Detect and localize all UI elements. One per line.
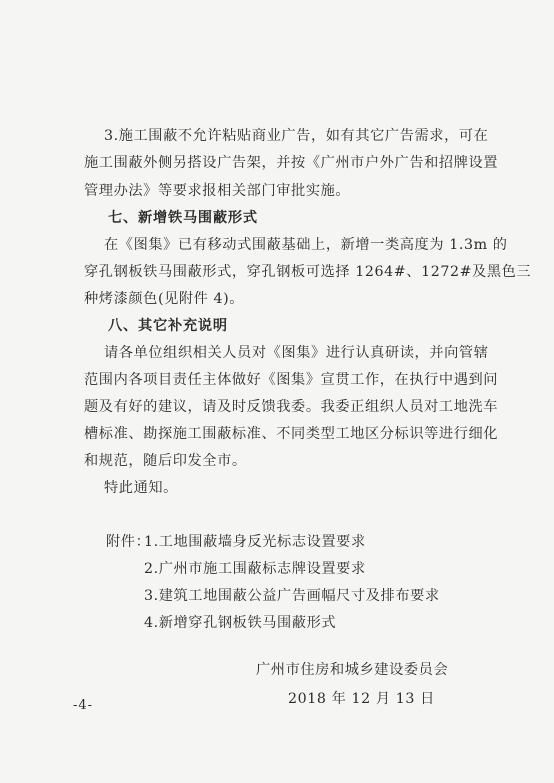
paragraph-line: 请各单位组织相关人员对《图集》进行认真研读，并向管辖 (104, 345, 489, 361)
paragraph-line: 槽标准、勘探施工围蔽标准、不同类型工地区分标识等进行细化 (84, 426, 499, 442)
section-heading: 七、新增铁马围蔽形式 (108, 210, 258, 226)
attachment-item: 3.建筑工地围蔽公益广告画幅尺寸及排布要求 (144, 588, 440, 604)
attachment-item: 2.广州市施工围蔽标志牌设置要求 (144, 561, 366, 577)
paragraph-line: 题及有好的建议，请及时反馈我委。我委正组织人员对工地洗车 (84, 399, 499, 415)
attachment-item: 1.工地围蔽墙身反光标志设置要求 (144, 534, 366, 550)
paragraph-line: 在《图集》已有移动式围蔽基础上，新增一类高度为 1.3m 的 (104, 237, 508, 253)
paragraph-line: 范围内各项目责任主体做好《图集》宣贯工作，在执行中遇到问 (84, 372, 499, 388)
paragraph-line: 管理办法》等要求报相关部门审批实施。 (84, 183, 351, 199)
section-heading: 八、其它补充说明 (108, 318, 228, 334)
attachments-label: 附件： (106, 534, 151, 550)
page-number: -4- (73, 698, 94, 713)
attachment-item: 4.新增穿孔钢板铁马围蔽形式 (144, 615, 337, 631)
paragraph-line: 种烤漆颜色(见附件 4)。 (84, 291, 245, 307)
signature-org: 广州市住房和城乡建设委员会 (256, 662, 449, 678)
signature-date: 2018 年 12 月 13 日 (288, 691, 435, 707)
closing-text: 特此通知。 (104, 480, 178, 496)
paragraph-line: 3.施工围蔽不允许粘贴商业广告，如有其它广告需求，可在 (104, 128, 489, 144)
paragraph-line: 穿孔钢板铁马围蔽形式，穿孔钢板可选择 1264#、1272#及黑色三 (84, 264, 532, 280)
paragraph-line: 和规范，随后印发全市。 (84, 453, 247, 469)
paragraph-line: 施工围蔽外侧另搭设广告架，并按《广州市户外广告和招牌设置 (84, 155, 499, 171)
